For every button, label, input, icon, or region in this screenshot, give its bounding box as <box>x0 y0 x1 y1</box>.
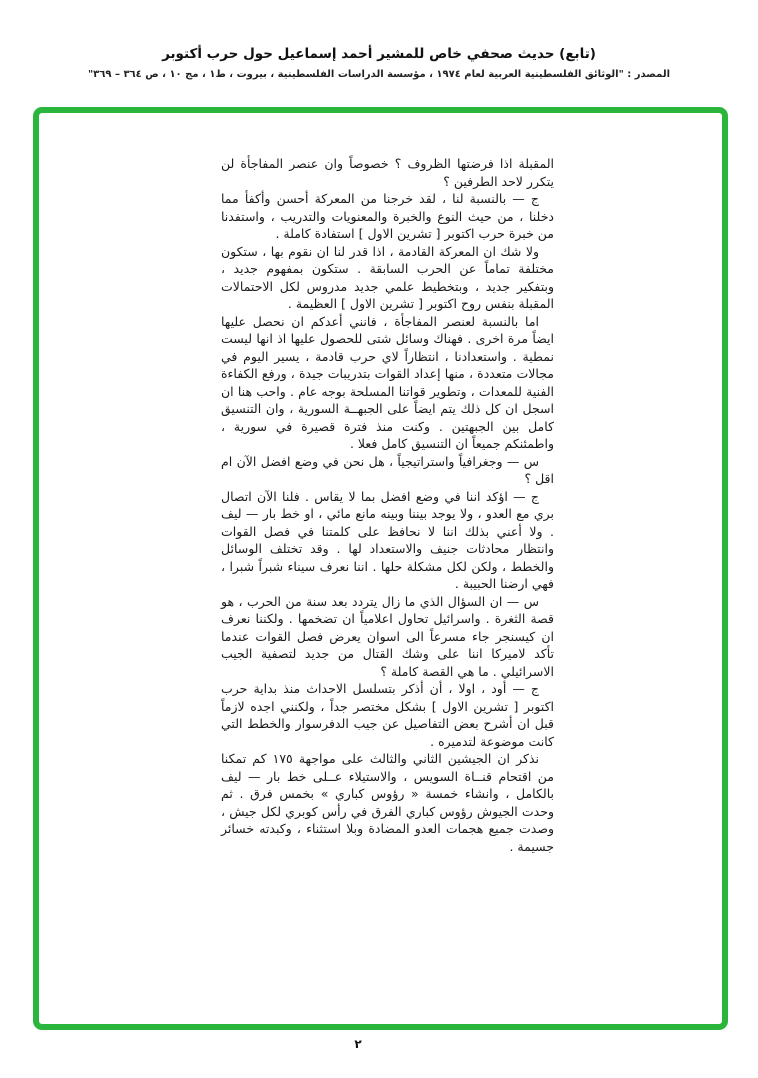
document-body <box>221 155 554 855</box>
paragraph: اما بالنسبة لعنصر المفاجأة ، فانني أعدكم ان نحصل عليها ايضاً مرة اخرى . فهناك وسائل شتى للحصول عليها اذ انها ليست نمطية . واستعدادنا ، انتظاراً لاي حرب قادمة ، يسير اليوم في مجالات متعددة ، منها إعداد القوات بتدريبات جيدة ، ورفع الكفاءة الفنية للمعدات ، وتطوير قواتنا المسلحة بوجه عام . واحب هنا ان اسجل ان كل ذلك يتم ايضاً على الجبهــة السورية ، وان التنسيق كامل بين الجبهتين . وكنت منذ فترة قصيرة في سورية ، واطمئنكم جميعاً ان التنسيق كامل فعلا . <box>221 313 554 451</box>
paragraph: ج — اؤكد اننا في وضع افضل بما لا يقاس . فلنا الآن اتصال بري مع العدو ، ولا يوجد بيننا وبينه مانع مائي ، او خط بار — ليف . ولا أعني بذلك اننا لا نحافظ على كلمتنا في فصل القوات وانتظار محادثات جنيف والاستعداد لها . وقد تختلف الوسائل والخطط ، ولكن لكل مشكلة حلها . اننا نعرف سيناء شبراً شبرا ، فهي ارضنا الحبيبة . <box>221 488 554 591</box>
paragraph: س — وجغرافياً واستراتيجياً ، هل نحن في وضع افضل الآن ام اقل ؟ <box>221 453 554 486</box>
document-title: (تابع) حديث صحفي خاص للمشير أحمد إسماعيل حول حرب أكتوبر <box>162 46 596 62</box>
document-source-citation: المصدر : "الوثائق الفلسطينية العربية لعام ١٩٧٤ ، مؤسسة الدراسات الفلسطينية ، بيروت ، ط١ ، مج ١٠ ، ص ٣٦٤ – ٣٦٩" <box>87 69 671 80</box>
paragraph: ولا شك ان المعركة القادمة ، اذا قدر لنا ان نقوم بها ، ستكون مختلفة تماماً عن الحرب السابقة . ستكون بمفهوم جديد ، وبتفكير جديد ، وبتخطيط علمي جديد مدروس لكل الاحتمالات المقبلة بنفس روح اكتوبر [ تشرين الاول ] العظيمة . <box>221 243 554 311</box>
paragraph: س — ان السؤال الذي ما زال يتردد بعد سنة من الحرب ، هو قصة الثغرة . واسرائيل تحاول اعلامياً ان تضخمها . ولكننا نعرف ان كيسنجر جاء مسرعاً الى اسوان يعرض فصل القوات عندما تأكد لاميركا اننا على وشك القتال من جديد لتصفية الجيب الاسرائيلي . ما هي القصة كاملة ؟ <box>221 593 554 679</box>
paragraph: ج — أود ، اولا ، أن أذكر بتسلسل الاحداث منذ بداية حرب اكتوبر [ تشرين الاول ] بشكل مختصر جداً ، ولكنني اجده لازماً قبل ان أشرح بعض التفاصيل عن جيب الدفرسوار والخطط التي كانت موضوعة لتدميره . <box>221 681 554 749</box>
paragraph: نذكر ان الجيشين الثاني والثالث على مواجهة ١٧٥ كم تمكنا من اقتحام قنــاة السويس ، والاستيلاء عــلى خط بار — ليف بالكامل ، وانشاء خمسة « رؤوس كباري » بخمس فرق . ثم وحدت الجيوش رؤوس كباري الفرق في رأس كوبري لكل جيش ، وصدت جميع هجمات العدو المضادة وبلا استثناء ، وكبدته خسائر جسيمة . <box>221 751 554 854</box>
document-header <box>0 46 758 80</box>
paragraph: المقبلة اذا فرضتها الظروف ؟ خصوصاً وان عنصر المفاجأة لن يتكرر لاحد الطرفين ؟ <box>221 156 554 189</box>
page-number: ٢ <box>354 1037 362 1051</box>
paragraph: ج — بالنسبة لنا ، لقد خرجنا من المعركة أحسن وأكفأ مما دخلنا ، من حيث النوع والخبرة والمعنويات والتدريب ، واستفدنا من خبرة حرب اكتوبر [ تشرين الاول ] استفادة كاملة . <box>221 191 554 241</box>
